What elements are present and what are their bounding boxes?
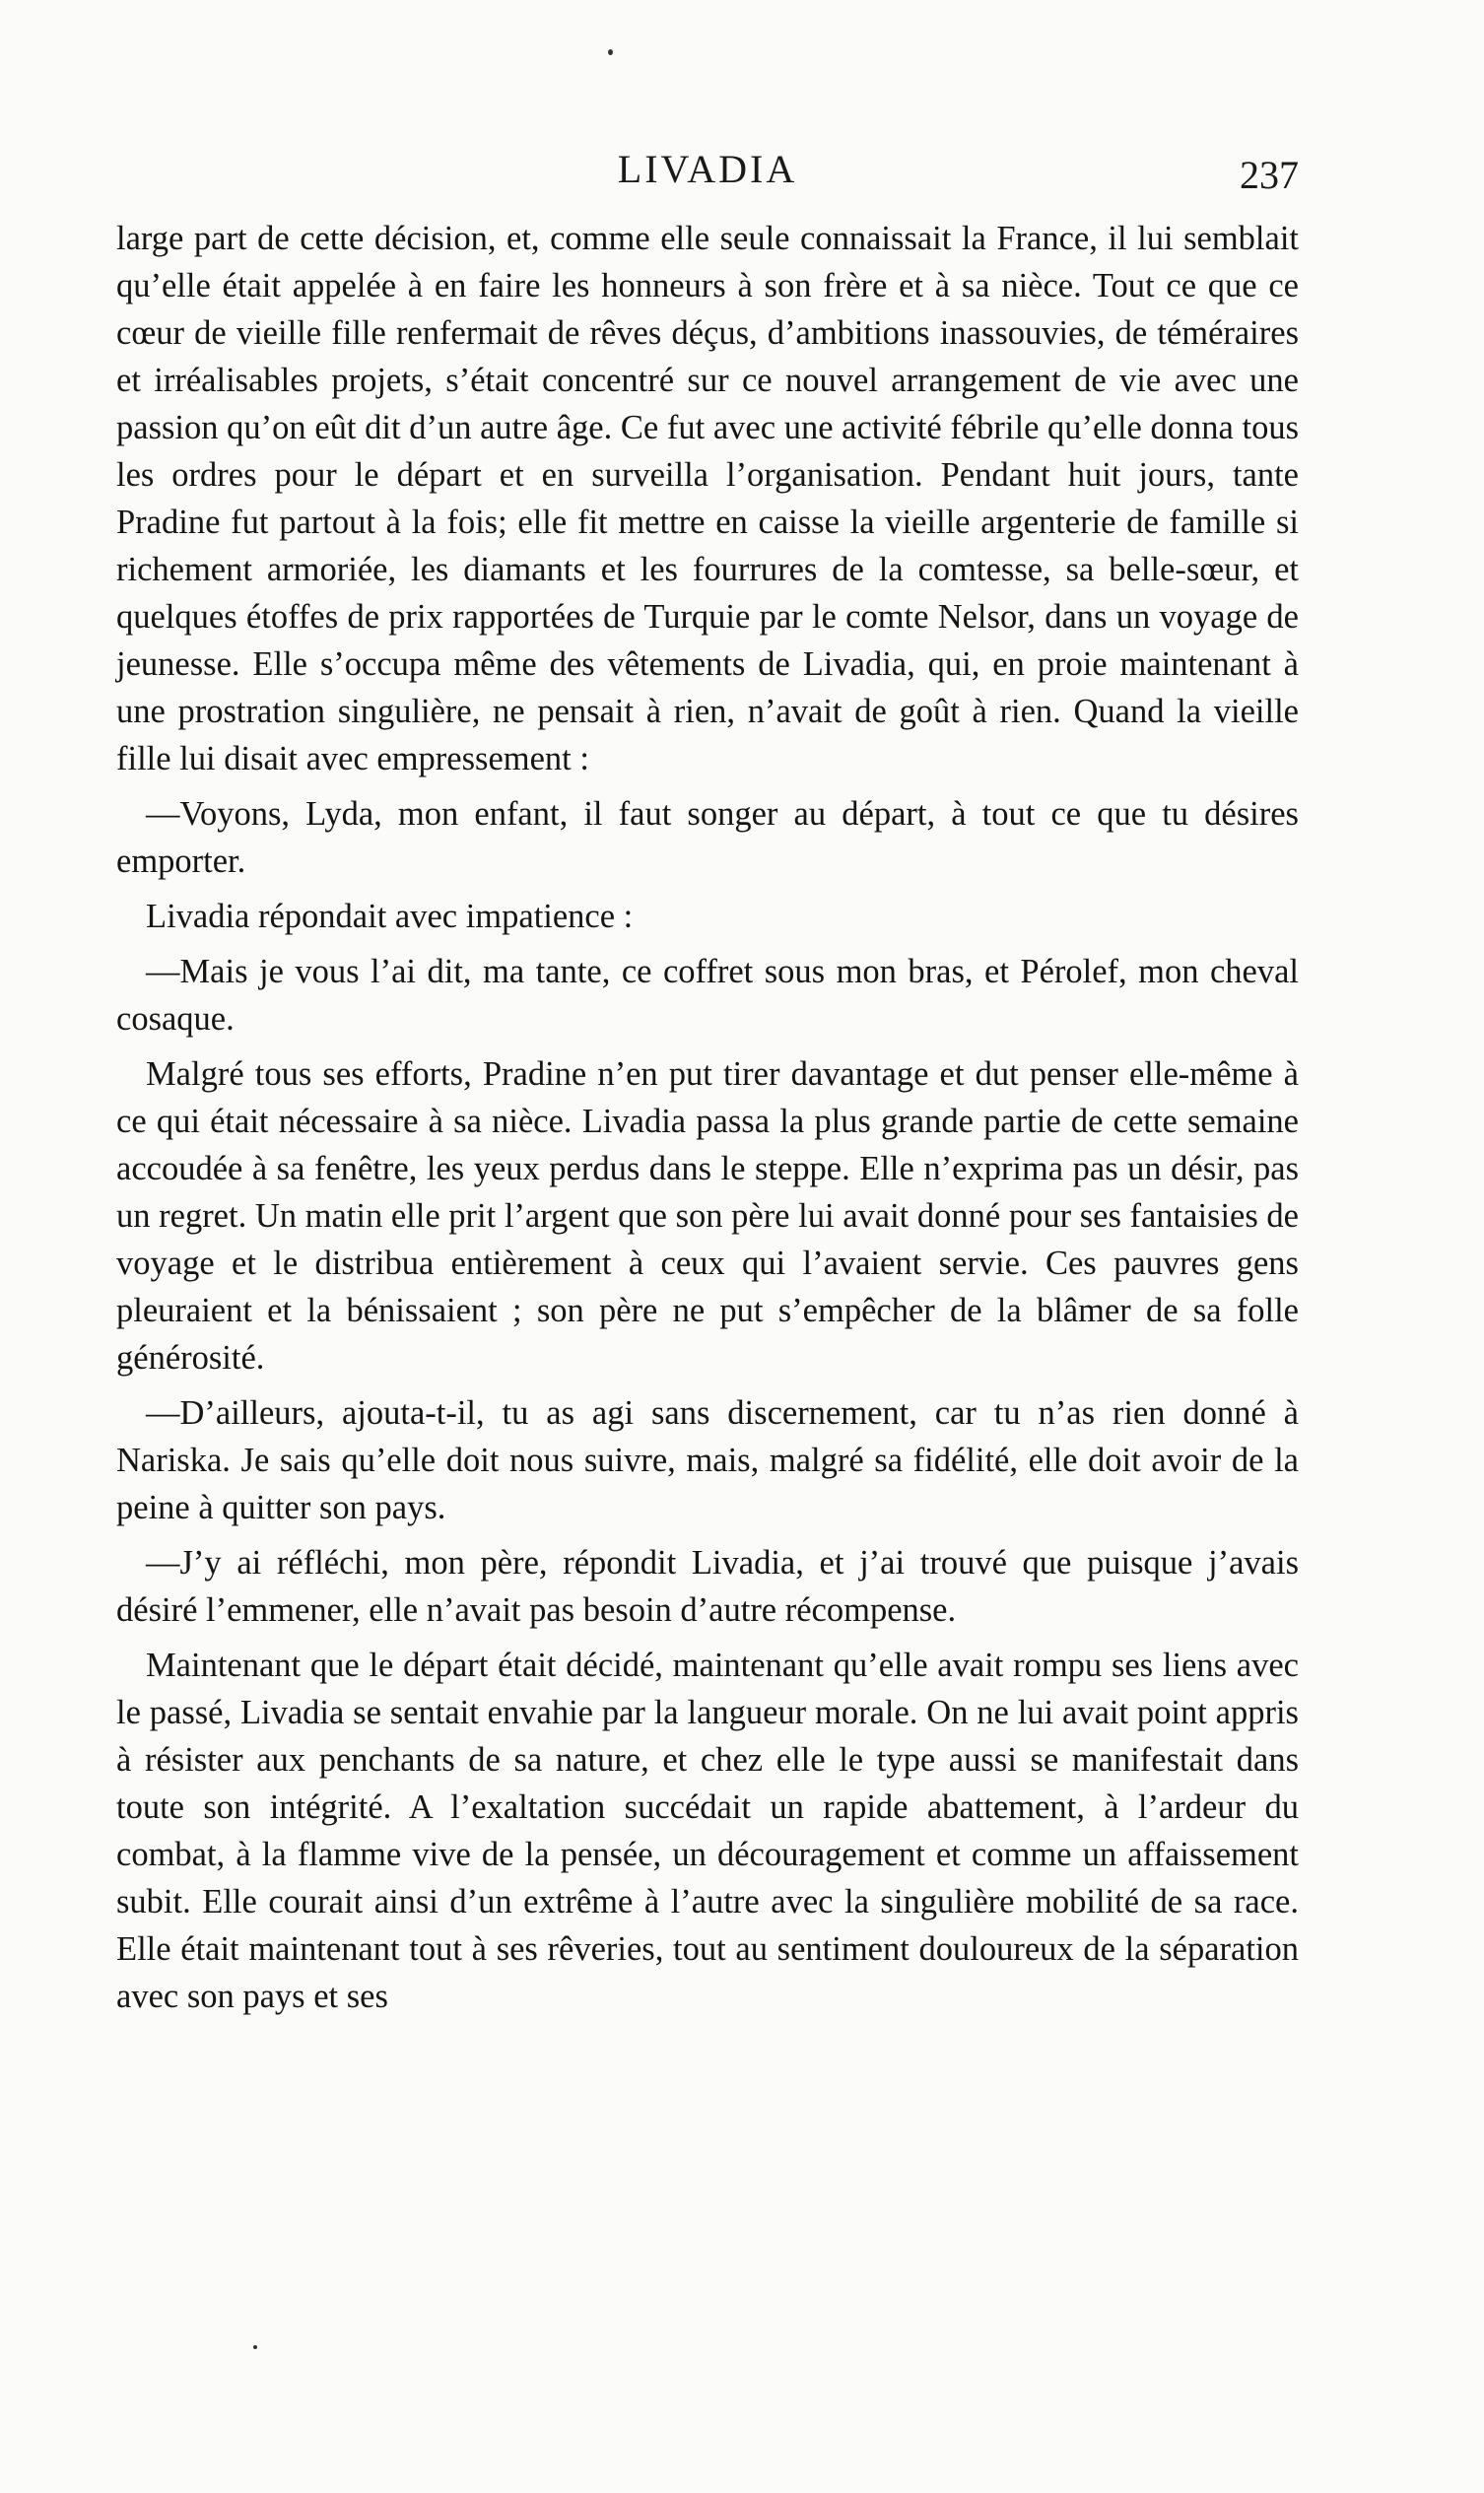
running-title: LIVADIA bbox=[617, 147, 798, 191]
paragraph-1: large part de cette décision, et, comme elle seule connaissait la France, il lui semblait qu’elle était appelée à en faire les honneurs à son frère et à sa nièce. Tout ce que ce cœur de vieille fille renfermait de rêves déçus, d’ambitions inassouvies, de téméraires et irréalisables projets, s’était concentré sur ce nouvel arrangement de vie avec une passion qu’on eût dit d’un autre âge. Ce fut avec une activité fébrile qu’elle donna tous les ordres pour le départ et en surveilla l’organisation. Pendant huit jours, tante Pradine fut partout à la fois; elle fit mettre en caisse la vieille argenterie de famille si richement armoriée, les diamants et les fourrures de la comtesse, sa belle-sœur, et quelques étoffes de prix rapportées de Turquie par le comte Nelsor, dans un voyage de jeunesse. Elle s’occupa même des vêtements de Livadia, qui, en proie maintenant à une prostration singulière, ne pensait à rien, n’avait de goût à rien. Quand la vieille fille lui disait avec empressement : bbox=[116, 220, 1299, 777]
paragraph-7: —J’y ai réfléchi, mon père, répondit Livadia, et j’ai trouvé que puisque j’avais désiré l’emmener, elle n’avait pas besoin d’autre récompense. bbox=[116, 1544, 1299, 1629]
paragraph-6: —D’ailleurs, ajouta-t-il, tu as agi sans discernement, car tu n’as rien donné à Nariska. Je sais qu’elle doit nous suivre, mais, malgré sa fidélité, elle doit avoir de la peine à quitter son pays. bbox=[116, 1394, 1299, 1526]
paragraph-3: Livadia répondait avec impatience : bbox=[146, 898, 634, 935]
body-text bbox=[116, 215, 1299, 2028]
print-speck bbox=[608, 49, 613, 55]
paragraph-2: —Voyons, Lyda, mon enfant, il faut songer au départ, à tout ce que tu désires emporter. bbox=[116, 795, 1299, 880]
paragraph-4: —Mais je vous l’ai dit, ma tante, ce coffret sous mon bras, et Pérolef, mon cheval cosaque. bbox=[116, 953, 1299, 1038]
page-number: 237 bbox=[1240, 153, 1299, 197]
paragraph-5: Malgré tous ses efforts, Pradine n’en put tirer davantage et dut penser elle-même à ce qui était nécessaire à sa nièce. Livadia passa la plus grande partie de cette semaine accoudée à sa fenêtre, les yeux perdus dans le steppe. Elle n’exprima pas un désir, pas un regret. Un matin elle prit l’argent que son père lui avait donné pour ses fantaisies de voyage et le distribua entièrement à ceux qui l’avaient servie. Ces pauvres gens pleuraient et la bénissaient ; son père ne put s’empêcher de la blâmer de sa folle générosité. bbox=[116, 1055, 1299, 1377]
print-speck bbox=[253, 2345, 257, 2349]
paragraph-8: Maintenant que le départ était décidé, maintenant qu’elle avait rompu ses liens avec le passé, Livadia se sentait envahie par la langueur morale. On ne lui avait point appris à résister aux penchants de sa nature, et chez elle le type aussi se manifestait dans toute son intégrité. A l’exaltation succédait un rapide abattement, à l’ardeur du combat, à la flamme vive de la pensée, un découragement et comme un affaissement subit. Elle courait ainsi d’un extrême à l’autre avec la singulière mobilité de sa race. Elle était maintenant tout à ses rêveries, tout au sentiment douloureux de la séparation avec son pays et ses bbox=[116, 1647, 1299, 2015]
page-header bbox=[116, 146, 1299, 205]
